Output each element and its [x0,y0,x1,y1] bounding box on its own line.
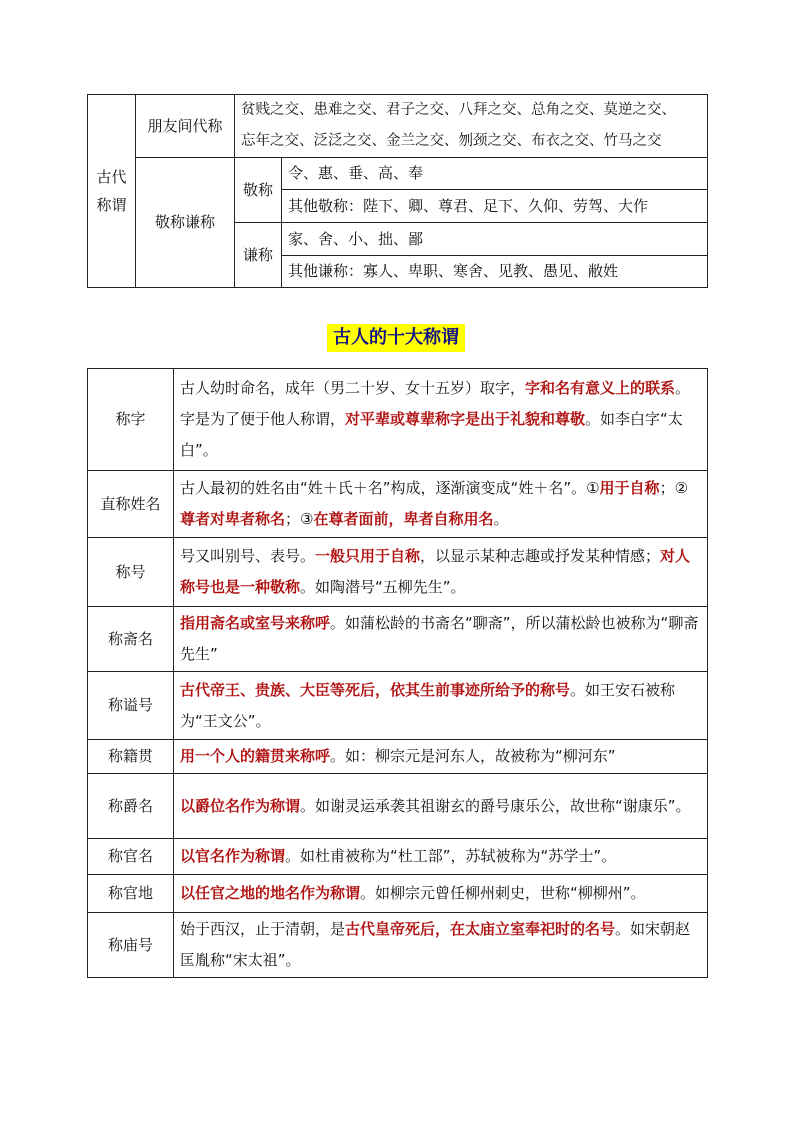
row-label: 称籍贯 [88,740,174,774]
respect-row-2: 其他敬称：陛下、卿、尊君、足下、久仰、劳驾、大作 [282,190,708,223]
honorific-label: 敬称谦称 [136,158,235,288]
humble-row-1: 家、舍、小、拙、鄙 [282,223,708,256]
row-label: 称爵名 [88,774,174,839]
plain-text: 。如杜甫被称为“杜工部”，苏轼被称为“苏学士”。 [285,847,617,865]
respect-row-1: 令、惠、垂、高、奉 [282,158,708,190]
plain-text: ；② [659,479,689,497]
title-row [88,672,708,740]
title-row [88,471,708,538]
highlight-text: 以任官之地的地名作为称谓 [180,884,361,902]
plain-text: 。如：柳宗元是河东人，故被称为“柳河东” [330,747,616,765]
humble-label: 谦称 [235,223,282,288]
plain-text: 古人最初的姓名由“姓＋氏＋名”构成，逐渐演变成“姓＋名”。① [180,479,600,497]
row-description [174,839,708,875]
row-description [174,369,708,471]
highlight-text: 古代皇帝死后，在太庙立室奉祀时的名号 [345,920,616,938]
title-row [88,839,708,875]
title-row [88,875,708,913]
ten-titles-body [88,369,708,978]
row-description [174,607,708,672]
plain-text: 始于西汉，止于清朝，是 [180,920,346,938]
category-cell: 古代称谓 [88,95,136,288]
title-row [88,538,708,607]
plain-text: 。如蒲松龄的书斋名“聊斋”，所以蒲松龄也被称为“聊斋先生” [180,614,699,663]
title-row [88,740,708,774]
row-label: 称官名 [88,839,174,875]
highlight-text: 尊者对卑者称名 [180,510,286,528]
row-description [174,774,708,839]
highlight-text: 字和名有意义上的联系 [525,379,676,397]
title-row [88,607,708,672]
plain-text: ；③ [285,510,314,528]
plain-text: 。如宋朝赵匡胤称“宋太祖”。 [180,920,691,969]
plain-text: 。如柳宗元曾任柳州刺史，世称“柳柳州”。 [360,884,646,902]
ancient-titles-table [87,94,708,288]
highlight-text: 用于自称 [599,479,660,497]
plain-text: ，以显示某种志趣或抒发某种情感； [420,547,661,565]
friends-line-2: 忘年之交、泛泛之交、金兰之交、刎颈之交、布衣之交、竹马之交 [241,133,662,149]
section-title: 古人的十大称谓 [327,324,465,352]
row-description [174,740,708,774]
friends-list [235,95,708,158]
row-label: 称庙号 [88,913,174,978]
row-description [174,471,708,538]
row-label: 直称姓名 [88,471,174,538]
ten-titles-table [87,368,708,978]
plain-text: 。如陶潜号“五柳先生”。 [300,578,466,596]
highlight-text: 指用斋名或室号来称呼 [180,614,331,632]
row-description [174,672,708,740]
title-row [88,913,708,978]
friends-label: 朋友间代称 [136,95,235,158]
row-description [174,913,708,978]
respect-label: 敬称 [235,158,282,223]
row-description [174,875,708,913]
highlight-text: 用一个人的籍贯来称呼 [180,747,331,765]
row-label: 称号 [88,538,174,607]
row-description [174,538,708,607]
row-label: 称谥号 [88,672,174,740]
row-label: 称官地 [88,875,174,913]
plain-text: 。如王安石被称为“王文公”。 [180,680,676,730]
plain-text: 号又叫别号、表号。 [180,547,316,565]
title-row [88,774,708,839]
highlight-text: 以官名作为称谓 [180,847,286,865]
plain-text: 。如谢灵运承袭其祖谢玄的爵号康乐公，故世称“谢康乐”。 [300,796,691,815]
plain-text: 古人幼时命名，成年（男二十岁、女十五岁）取字， [180,379,526,397]
highlight-text: 对平辈或尊辈称字是出于礼貌和尊敬 [345,410,586,428]
row-label: 称斋名 [88,607,174,672]
plain-text: 。字是为了便于他人称谓， [180,379,691,428]
row-label: 称字 [88,369,174,471]
highlight-text: 一般只用于自称 [315,547,421,565]
highlight-text: 以爵位名作为称谓 [180,796,301,815]
humble-row-2: 其他谦称：寡人、卑职、寒舍、见教、愚见、敝姓 [282,256,708,288]
highlight-text: 在尊者面前，卑者自称用名 [313,510,494,528]
highlight-text: 古代帝王、贵族、大臣等死后，依其生前事迹所给予的称号 [180,680,571,699]
highlight-text: 对人称号也是一种敬称 [180,547,691,596]
plain-text: 。 [493,510,509,528]
friends-line-1: 贫贱之交、患难之交、君子之交、八拜之交、总角之交、莫逆之交、 [241,102,676,118]
plain-text: 。如李白字“太白”。 [180,410,683,459]
title-row [88,369,708,471]
